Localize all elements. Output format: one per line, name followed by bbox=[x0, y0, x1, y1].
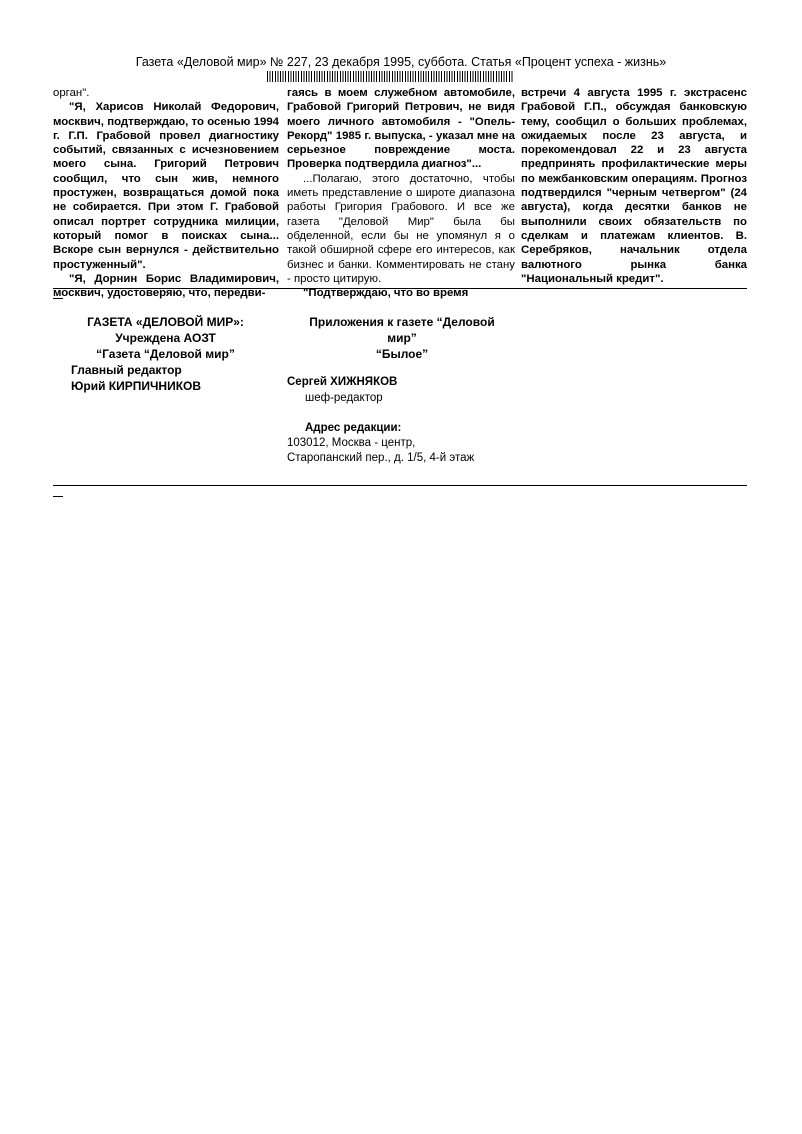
address-line: 103012, Москва - центр, bbox=[287, 437, 416, 449]
imprint-line: мир” bbox=[387, 331, 417, 345]
article-paragraph: встречи 4 августа 1995 г. экстрасенс Грабовой Г.П., обсуждая банковскую тему, сообщил о больших проблемах, ожидаемых после 23 августа, и порекомендовал 22 и 23 августа предпринять профилактические меры по межбанковским операциям. Прогноз подтвердился "черным четвергом" (24 августа), когда десятки банков не выполнили своих обязательств по сделкам и платежам клиентов. В. Серебряков, начальник отдела валютного рынка банка "Национальный кредит". bbox=[521, 87, 747, 285]
article-paragraph: "Я, Дорнин Борис Владимирович, москвич, удостоверяю, что, передви- bbox=[53, 272, 279, 300]
article-paragraph: "Я, Харисов Николай Федорович, москвич, подтверждаю, то осенью 1994 г. Г.П. Грабовой провел диагностику событий, связанных с исчезновением моего сына. Григорий Петрович сообщил, что сын жив, немного простужен, возвращаться домой пока не собирается. При этом Г. Грабовой описал портрет сотрудника милиции, который помог в поисках сына... Вскоре сын вернулся - действительно простуженный". bbox=[53, 101, 279, 271]
article-column-3 bbox=[521, 86, 747, 286]
address-line: Старопанский пер., д. 1/5, 4-й этаж bbox=[287, 452, 475, 464]
imprint-line: ГАЗЕТА «ДЕЛОВОЙ МИР»: bbox=[87, 315, 244, 329]
divider-dash bbox=[53, 496, 63, 497]
article-paragraph: "Подтверждаю, что во время bbox=[303, 287, 469, 300]
divider-rule bbox=[53, 288, 747, 289]
imprint-line: “Былое” bbox=[375, 347, 429, 361]
imprint-supplement bbox=[287, 314, 517, 362]
address-title: Адрес редакции: bbox=[305, 422, 402, 434]
divider-rule bbox=[53, 485, 747, 486]
article-column-2 bbox=[287, 86, 515, 300]
chief-editor-role: шеф-редактор bbox=[305, 392, 383, 404]
imprint-publisher bbox=[53, 314, 278, 394]
imprint-line: Приложения к газете “Деловой bbox=[309, 315, 495, 329]
imprint-line: Учреждена АОЗТ bbox=[115, 331, 216, 345]
imprint-line: “Газета “Деловой мир” bbox=[96, 347, 235, 361]
article-paragraph: орган". bbox=[53, 87, 90, 99]
article-column-1 bbox=[53, 86, 279, 300]
imprint-line: Главный редактор bbox=[71, 363, 182, 377]
imprint-line: Юрий КИРПИЧНИКОВ bbox=[71, 379, 202, 393]
article-paragraph: ...Полагаю, этого достаточно, чтобы иметь представление о широте диапазона работы Григория Грабового. И все же газета "Деловой Мир" была бы обделенной, если бы не упомянул я о такой обширной сфере его интересов, как бизнес и банки. Комментировать не стану - просто цитирую. bbox=[287, 172, 515, 285]
article-paragraph: гаясь в моем служебном автомобиле, Грабовой Григорий Петрович, не видя моего личного автомобиля - "Опель-Рекорд" 1985 г. выпуска, - указал мне на серьезное повреждение моста. Проверка подтвердила диагноз"... bbox=[287, 87, 515, 171]
header-decorative-bars bbox=[267, 71, 513, 82]
page-header-title: Газета «Деловой мир» № 227, 23 декабря 1995, суббота. Статья «Процент успеха - жизнь» bbox=[135, 55, 667, 69]
divider-dash bbox=[53, 298, 63, 299]
chief-editor-name: Сергей ХИЖНЯКОВ bbox=[287, 376, 398, 388]
